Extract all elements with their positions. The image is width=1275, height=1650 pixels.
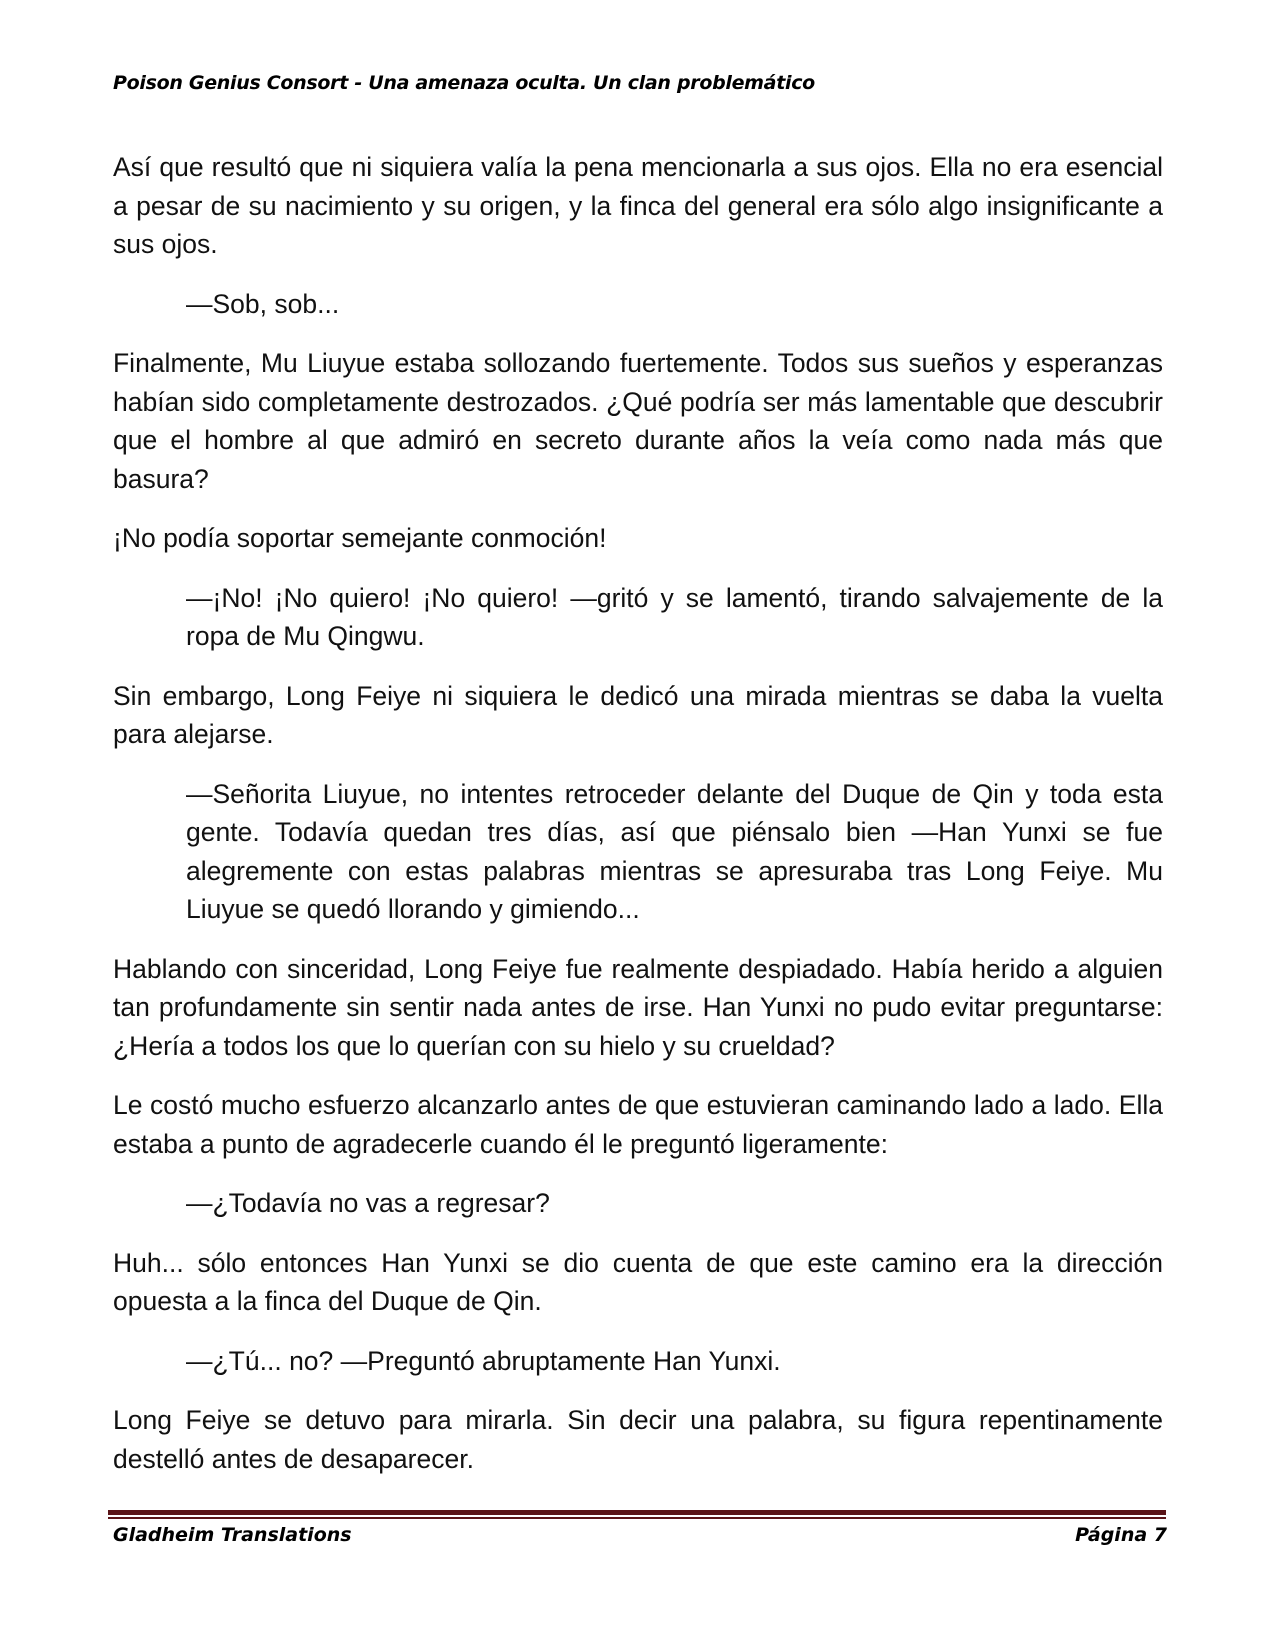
dialogue-paragraph: —Sob, sob... <box>186 288 340 319</box>
footer-rule-thick <box>108 1510 1166 1515</box>
paragraph: Le costó mucho esfuerzo alcanzarlo antes de que estuvieran caminando lado a lado. Ella estaba a punto de agradecerle cuando él le preguntó ligeramente: <box>113 1090 1163 1159</box>
paragraph: Huh... sólo entonces Han Yunxi se dio cuenta de que este camino era la dirección opuesta a la finca del Duque de Qin. <box>113 1247 1163 1316</box>
paragraph: ¡No podía soportar semejante conmoción! <box>113 523 607 553</box>
paragraph: Hablando con sinceridad, Long Feiye fue realmente despiadado. Había herido a alguien tan profundamente sin sentir nada antes de irse. Han Yunxi no pudo evitar preguntarse: ¿Hería a todos los que lo querían con su hielo y su crueldad? <box>113 953 1163 1061</box>
paragraph: Finalmente, Mu Liuyue estaba sollozando fuertemente. Todos sus sueños y esperanzas habían sido completamente destrozados. ¿Qué podría ser más lamentable que descubrir que el hombre al que admiró en secreto durante años la veía como nada más que basura? <box>113 348 1163 494</box>
paragraph: Así que resultó que ni siquiera valía la pena mencionarla a sus ojos. Ella no era esencial a pesar de su nacimiento y su origen, y la finca del general era sólo algo insignificante a sus ojos. <box>113 152 1163 259</box>
footer-publisher: Gladheim Translations <box>113 1524 352 1546</box>
footer-page-number: Página 7 <box>1075 1524 1167 1546</box>
paragraph: Sin embargo, Long Feiye ni siquiera le dedicó una mirada mientras se daba la vuelta para alejarse. <box>113 680 1163 749</box>
dialogue-paragraph: —¡No! ¡No quiero! ¡No quiero! —gritó y se lamentó, tirando salvajemente de la ropa de Mu Qingwu. <box>186 582 1163 651</box>
dialogue-paragraph: —¿Todavía no vas a regresar? <box>186 1188 550 1218</box>
paragraph: Long Feiye se detuvo para mirarla. Sin decir una palabra, su figura repentinamente destelló antes de desaparecer. <box>113 1405 1163 1474</box>
dialogue-paragraph: —Señorita Liuyue, no intentes retroceder delante del Duque de Qin y toda esta gente. Todavía quedan tres días, así que piénsalo bien —Han Yunxi se fue alegremente con estas palabras mientras se apresuraba tras Long Feiye. Mu Liuyue se quedó llorando y gimiendo... <box>186 778 1163 924</box>
running-header: Poison Genius Consort - Una amenaza oculta. Un clan problemático <box>113 72 815 94</box>
dialogue-paragraph: —¿Tú... no? —Preguntó abruptamente Han Yunxi. <box>186 1345 781 1376</box>
body-text <box>113 148 1163 1478</box>
footer-rule <box>108 1510 1166 1519</box>
footer-rule-thin <box>108 1517 1166 1519</box>
